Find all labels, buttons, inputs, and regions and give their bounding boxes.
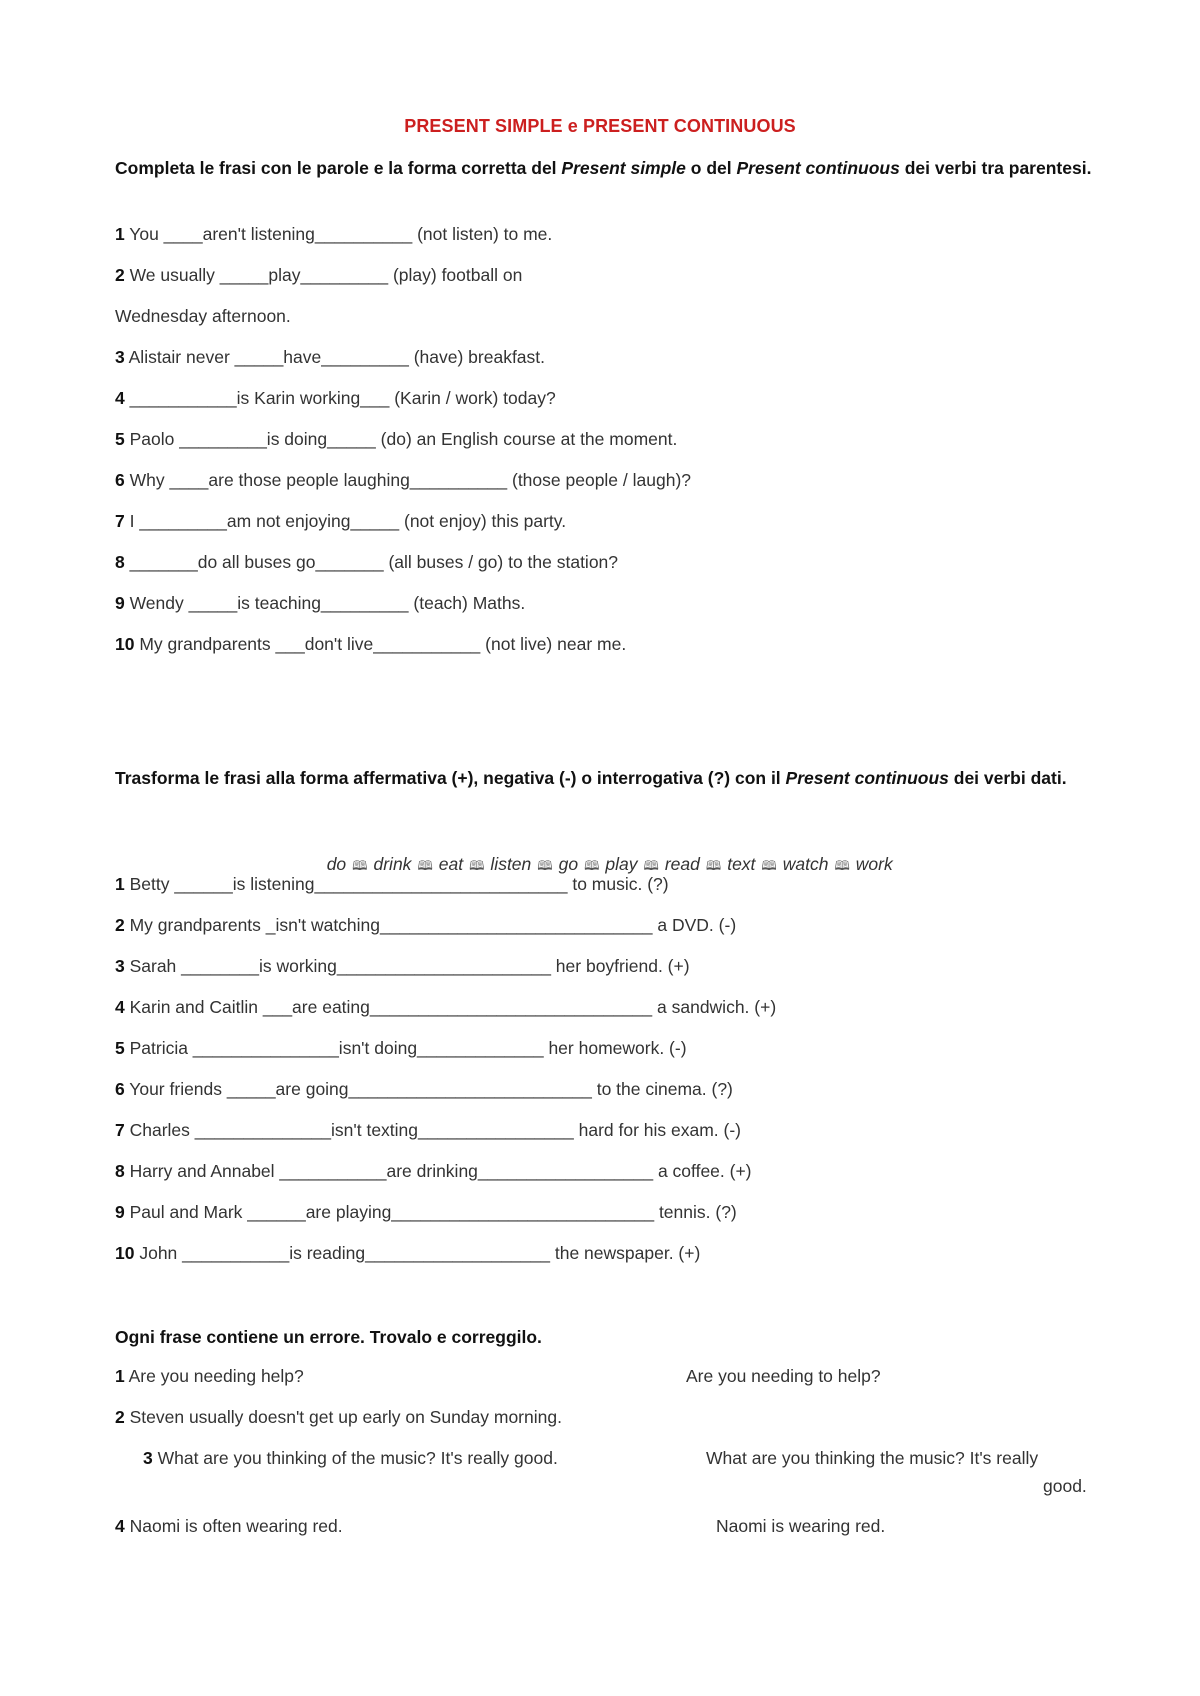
section2-item: 5 Patricia _______________isn't doing_____________ her homework. (-): [115, 1038, 687, 1058]
book-icon: 🕮: [834, 858, 850, 873]
word-bank-word: read: [664, 854, 700, 874]
section1-item: 1 You ____aren't listening__________ (not listen) to me.: [115, 224, 553, 244]
section2-item: 7 Charles ______________isn't texting________________ hard for his exam. (-): [115, 1120, 742, 1140]
book-icon: 🕮: [469, 858, 485, 873]
word-bank-word: do: [326, 854, 347, 874]
section1-item: 7 I _________am not enjoying_____ (not enjoy) this party.: [115, 511, 567, 531]
word-bank-word: listen: [490, 854, 532, 874]
section2-item: 2 My grandparents _isn't watching____________________________ a DVD. (-): [115, 915, 737, 935]
page-title: PRESENT SIMPLE e PRESENT CONTINUOUS: [404, 116, 796, 136]
word-bank-word: work: [855, 854, 893, 874]
section2-item: 3 Sarah ________is working______________________ her boyfriend. (+): [115, 956, 690, 976]
section3-correction: What are you thinking the music? It's really: [706, 1448, 1039, 1468]
word-bank-word: play: [605, 854, 638, 874]
section2-item: 10 John ___________is reading___________________ the newspaper. (+): [115, 1243, 701, 1263]
section1-item: 6 Why ____are those people laughing__________ (those people / laugh)?: [115, 470, 692, 490]
section1-item: 8 _______do all buses go_______ (all buses / go) to the station?: [115, 552, 619, 572]
section1-item-continuation: Wednesday afternoon.: [115, 306, 291, 326]
book-icon: 🕮: [417, 858, 433, 873]
section2-instruction: Trasforma le frasi alla forma affermativa (+), negativa (-) o interrogativa (?) con il Present continuous dei verbi dati.: [115, 768, 1067, 788]
word-bank-word: eat: [438, 854, 464, 874]
book-icon: 🕮: [352, 858, 368, 873]
section2-item: 1 Betty ______is listening__________________________ to music. (?): [115, 874, 669, 894]
section3-item: 1 Are you needing help?: [115, 1366, 304, 1386]
section2-item: 8 Harry and Annabel ___________are drinking__________________ a coffee. (+): [115, 1161, 752, 1181]
section2-item: 6 Your friends _____are going_________________________ to the cinema. (?): [115, 1079, 733, 1099]
section3-item: 3 What are you thinking of the music? It's really good.: [143, 1448, 558, 1468]
section1-item: 10 My grandparents ___don't live___________ (not live) near me.: [115, 634, 627, 654]
book-icon: 🕮: [761, 858, 777, 873]
section3-item: 4 Naomi is often wearing red.: [115, 1516, 343, 1536]
word-bank-word: go: [558, 854, 579, 874]
section3-instruction: Ogni frase contiene un errore. Trovalo e correggilo.: [115, 1327, 542, 1347]
section1-item: 9 Wendy _____is teaching_________ (teach) Maths.: [115, 593, 526, 613]
section2-item: 4 Karin and Caitlin ___are eating_____________________________ a sandwich. (+): [115, 997, 777, 1017]
section1-item: 3 Alistair never _____have_________ (have) breakfast.: [115, 347, 546, 367]
word-bank-word: text: [727, 854, 756, 874]
section1-instruction: Completa le frasi con le parole e la forma corretta del Present simple o del Present continuous dei verbi tra parentesi.: [115, 158, 1092, 178]
book-icon: 🕮: [705, 858, 722, 873]
section3-correction-continuation: good.: [1043, 1476, 1087, 1496]
section3-correction: Naomi is wearing red.: [716, 1516, 886, 1536]
section1-item: 4 ___________is Karin working___ (Karin / work) today?: [115, 388, 556, 408]
book-icon: 🕮: [584, 858, 600, 873]
section3-item: 2 Steven usually doesn't get up early on Sunday morning.: [115, 1407, 562, 1427]
word-bank-word: drink: [373, 854, 412, 874]
book-icon: 🕮: [537, 858, 553, 873]
book-icon: 🕮: [643, 858, 659, 873]
section1-item: 2 We usually _____play_________ (play) football on: [115, 265, 523, 285]
section2-item: 9 Paul and Mark ______are playing___________________________ tennis. (?): [115, 1202, 737, 1222]
section1-item: 5 Paolo _________is doing_____ (do) an English course at the moment.: [115, 429, 678, 449]
word-bank-word: watch: [782, 854, 829, 874]
section3-correction: Are you needing to help?: [686, 1366, 881, 1386]
